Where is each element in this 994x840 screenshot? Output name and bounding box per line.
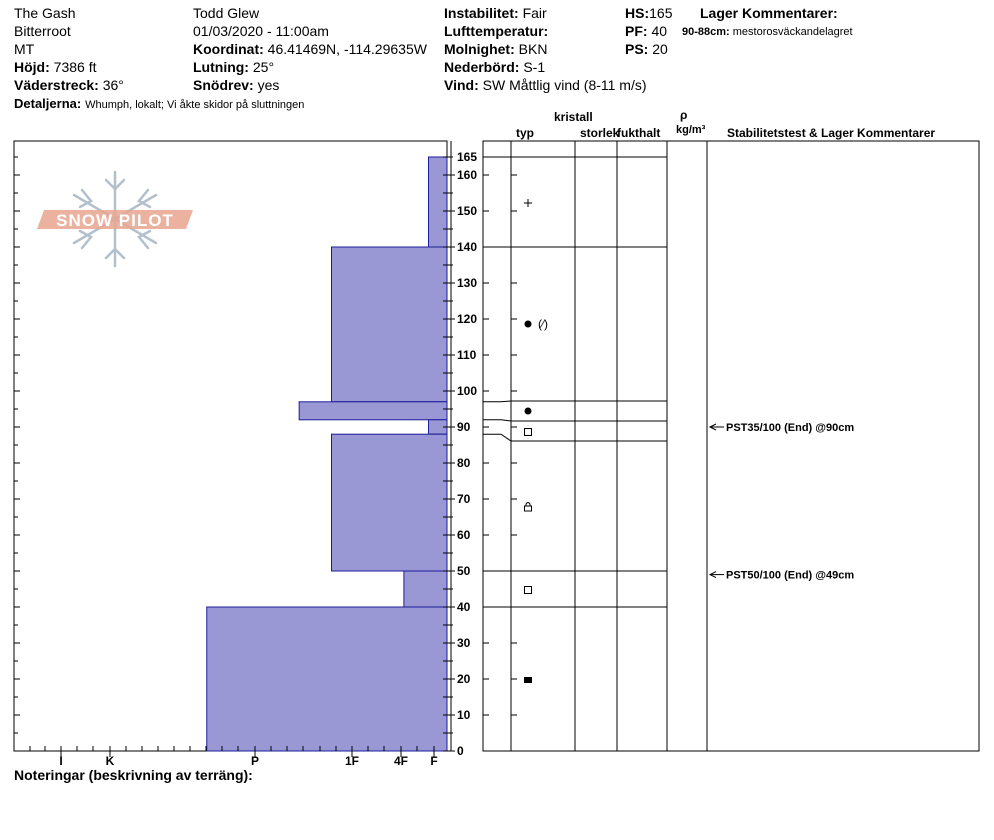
- x-tick-label: I: [59, 754, 63, 768]
- stability-tests: [710, 422, 854, 582]
- elevation-value: 7386 ft: [53, 59, 97, 75]
- stability-test-label: PST50/100 (End) @49cm: [726, 569, 855, 582]
- aspect-value: 36°: [102, 77, 124, 93]
- logo-text: SNOW PILOT: [56, 211, 174, 230]
- hardness-layer-5: [332, 434, 448, 571]
- x-tick-label: K: [105, 754, 115, 768]
- observer-name: Todd Glew: [193, 5, 260, 21]
- depth-tick-label: 140: [457, 240, 478, 254]
- depth-tick-label: 150: [457, 204, 478, 218]
- snowpilot-logo: [37, 172, 193, 266]
- footer-note-label: Noteringar (beskrivning av terräng):: [14, 767, 253, 783]
- depth-tick-label: 80: [457, 456, 471, 470]
- hardness-layer-3: [299, 402, 447, 420]
- depth-tick-label: 0: [457, 744, 464, 758]
- crystal-symbol-dot: [525, 317, 549, 331]
- moisture-header: fukthalt: [617, 126, 661, 140]
- hardness-layer-2: [332, 247, 448, 402]
- coord-value: 46.41469N, -114.29635W: [267, 41, 427, 57]
- wind-label: Vind:: [444, 77, 479, 93]
- depth-tick-label: 60: [457, 528, 471, 542]
- location-name: The Gash: [14, 5, 76, 21]
- x-tick-label: 4F: [393, 754, 409, 768]
- ps-label: PS:: [625, 41, 649, 57]
- drift-label: Snödrev:: [193, 77, 254, 93]
- crystal-symbol-filled-rect: [524, 677, 532, 683]
- depth-tick-label: 40: [457, 600, 471, 614]
- layer-table-frame: [483, 141, 979, 751]
- crystal-symbol-plus: [524, 199, 532, 207]
- wind-value: SW Måttlig vind (8-11 m/s): [482, 77, 647, 93]
- rho-header: ρ: [680, 108, 688, 122]
- stability-value: Fair: [522, 5, 547, 21]
- hardness-layer-6: [404, 571, 447, 607]
- x-tick-label: 1F: [344, 754, 360, 768]
- depth-tick-label: 100: [457, 384, 478, 398]
- layer-comments-title: Lager Kommentarer:: [700, 5, 838, 21]
- airtemp-label: Lufttemperatur:: [444, 23, 549, 39]
- hardness-layer-7: [207, 607, 447, 751]
- layer-comment-text: mestorosväckandelagret: [732, 26, 853, 38]
- type-header: typ: [516, 126, 534, 140]
- slope-label: Lutning:: [193, 59, 249, 75]
- depth-tick-label: 10: [457, 708, 471, 722]
- observation-datetime: 01/03/2020 - 11:00am: [193, 23, 329, 39]
- aspect-label: Väderstreck:: [14, 77, 99, 93]
- layer-comment-range: 90-88cm:: [682, 26, 730, 38]
- crystal-symbol-secondary: (⁄): [538, 317, 548, 331]
- coord-label: Koordinat:: [193, 41, 264, 57]
- crystal-symbol-square: [525, 587, 532, 594]
- depth-tick-label: 165: [457, 150, 478, 164]
- depth-tick-label: 90: [457, 420, 471, 434]
- crystal-symbol-lock: [525, 503, 532, 512]
- depth-axis: [447, 141, 517, 758]
- x-tick-label: P: [250, 754, 260, 768]
- hs-value: 165: [649, 5, 673, 21]
- depth-tick-label: 50: [457, 564, 471, 578]
- depth-tick-label: 20: [457, 672, 471, 686]
- stability-label: Instabilitet:: [444, 5, 519, 21]
- precip-label: Nederbörd:: [444, 59, 520, 75]
- hardness-layer-1: [429, 157, 447, 247]
- sky-label: Molnighet:: [444, 41, 515, 57]
- pf-label: PF:: [625, 23, 648, 39]
- hardness-layers: [207, 157, 447, 751]
- ps-value: 20: [652, 41, 668, 57]
- state: MT: [14, 41, 35, 57]
- crystal-symbol-dot: [525, 408, 532, 415]
- crystal-symbol-square: [525, 429, 532, 436]
- stability-test-label: PST35/100 (End) @90cm: [726, 422, 855, 434]
- drift-value: yes: [257, 77, 280, 93]
- sky-value: BKN: [518, 41, 548, 57]
- details-value: Whumph, lokalt; Vi åkte skidor på sluttningen: [85, 99, 305, 111]
- depth-tick-label: 120: [457, 312, 478, 326]
- stability-header: Stabilitetstest & Lager Kommentarer: [727, 126, 936, 140]
- elevation-label: Höjd:: [14, 59, 50, 75]
- stability-test-2: [710, 570, 854, 582]
- depth-tick-label: 30: [457, 636, 471, 650]
- depth-tick-label: 110: [457, 348, 477, 362]
- details-label: Detaljerna:: [14, 96, 82, 111]
- depth-tick-label: 160: [457, 168, 478, 182]
- size-header: storlek: [580, 126, 620, 140]
- precip-value: S-1: [523, 59, 546, 75]
- depth-tick-label: 130: [457, 276, 478, 290]
- x-tick-label: F: [430, 754, 438, 768]
- crystal-header: kristall: [554, 110, 593, 124]
- density-unit-header: kg/m³: [676, 124, 706, 136]
- stability-test-1: [710, 422, 854, 434]
- depth-tick-label: 70: [457, 492, 471, 506]
- mountain-range: Bitterroot: [14, 23, 71, 39]
- pf-value: 40: [651, 23, 668, 39]
- slope-value: 25°: [252, 59, 275, 75]
- hs-label: HS:: [625, 5, 650, 21]
